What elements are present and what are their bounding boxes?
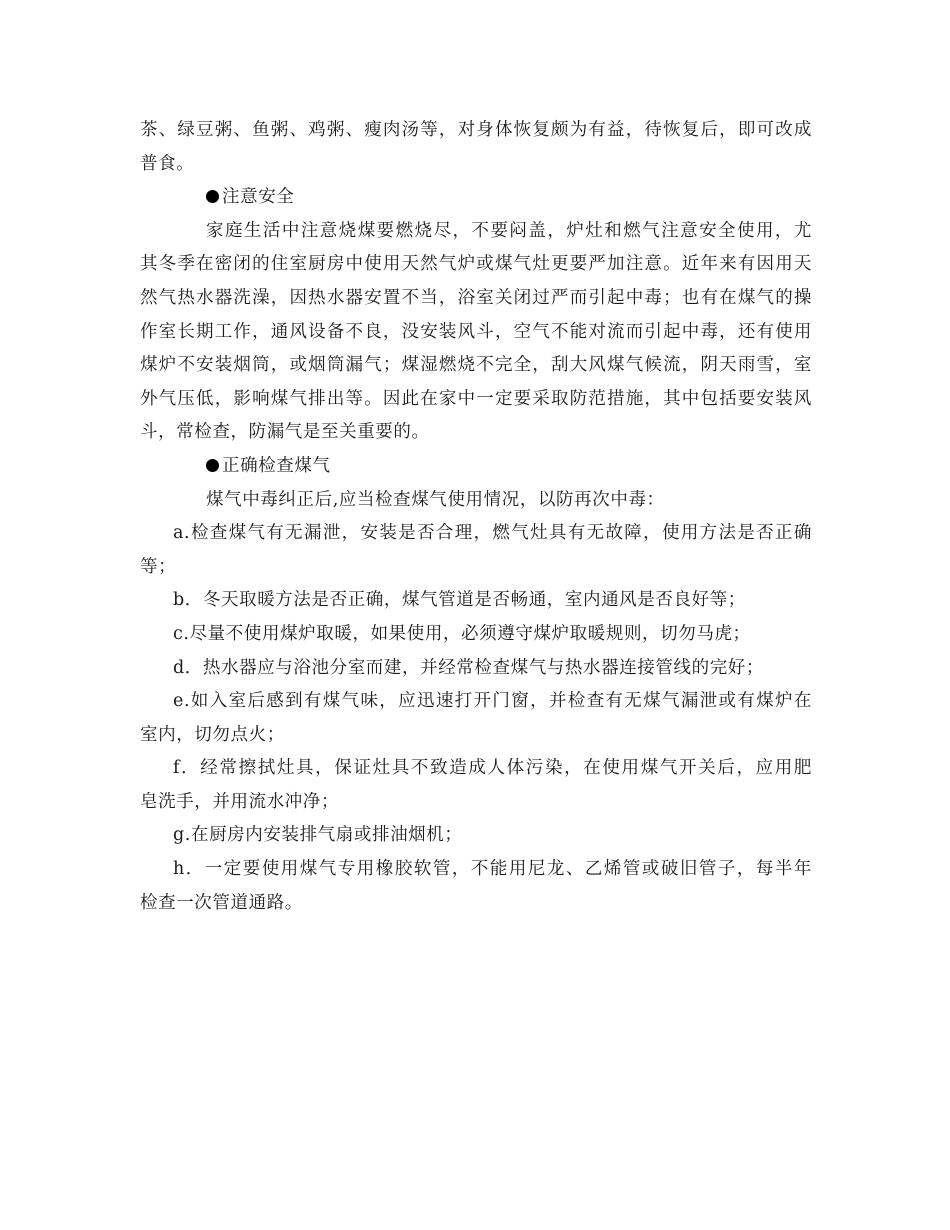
list-item-c: c.尽量不使用煤炉取暖，如果使用，必须遵守煤炉取暖规则，切勿马虎； (173, 623, 751, 644)
list-item-a: a.检查煤气有无漏泄，安装是否合理，燃气灶具有无故障，使用方法是否正确 (173, 523, 812, 544)
list-item-h: h．一定要使用煤气专用橡胶软管，不能用尼龙、乙烯管或破旧管子，每半年 (173, 859, 812, 880)
text-line: 然气热水器洗澡，因热水器安置不当，浴室关闭过严而引起中毒；也有在煤气的操 (140, 287, 812, 308)
text-line: 斗，常检查，防漏气是至关重要的。 (140, 422, 430, 443)
text-line: 皂洗手，并用流水冲净； (140, 791, 340, 812)
text-line: 茶、绿豆粥、鱼粥、鸡粥、瘦肉汤等，对身体恢复颇为有益，待恢复后，即可改成 (140, 120, 812, 140)
text-line: 煤炉不安装烟筒，或烟筒漏气；煤湿燃烧不完全，刮大风煤气候流，阴天雨雪，室 (140, 355, 812, 376)
list-item-b: b．冬天取暖方法是否正确，煤气管道是否畅通，室内通风是否良好等； (173, 590, 746, 611)
section-heading-safety (140, 181, 812, 215)
text-line: 家庭生活中注意烧煤要燃烧尽，不要闷盖，炉灶和燃气注意安全使用，尤 (206, 220, 812, 241)
text-line: 普食。 (140, 153, 195, 174)
text-line: 等； (140, 556, 177, 577)
section-heading-text: 注意安全 (222, 187, 295, 208)
text-line: 室内，切勿点火； (140, 724, 285, 745)
document-page (140, 114, 812, 920)
text-line: 煤气中毒纠正后,应当检查煤气使用情况，以防再次中毒： (206, 489, 665, 510)
bullet-icon (206, 190, 219, 203)
text-line: 其冬季在密闭的住室厨房中使用天然气炉或煤气灶更要严加注意。近年来有因用天 (140, 254, 812, 275)
text-line: 检查一次管道通路。 (140, 892, 303, 913)
list-item-g: g.在厨房内安装排气扇或排油烟机； (173, 825, 463, 846)
list-item-d: d．热水器应与浴池分室而建，并经常检查煤气与热水器连接管线的完好； (173, 657, 764, 678)
text-line: 作室长期工作，通风设备不良，没安装风斗，空气不能对流而引起中毒，还有使用 (140, 321, 812, 342)
text-line: 外气压低，影响煤气排出等。因此在家中一定要采取防范措施，其中包括要安装风 (140, 388, 812, 409)
list-item-f: f．经常擦拭灶具，保证灶具不致造成人体污染，在使用煤气开关后，应用肥 (173, 758, 812, 779)
section-heading-check-gas (140, 450, 812, 484)
section-heading-text: 正确检查煤气 (222, 455, 331, 476)
list-item-e: e.如入室后感到有煤气味，应迅速打开门窗，并检查有无煤气漏泄或有煤炉在 (173, 691, 812, 712)
bullet-icon (206, 459, 219, 472)
